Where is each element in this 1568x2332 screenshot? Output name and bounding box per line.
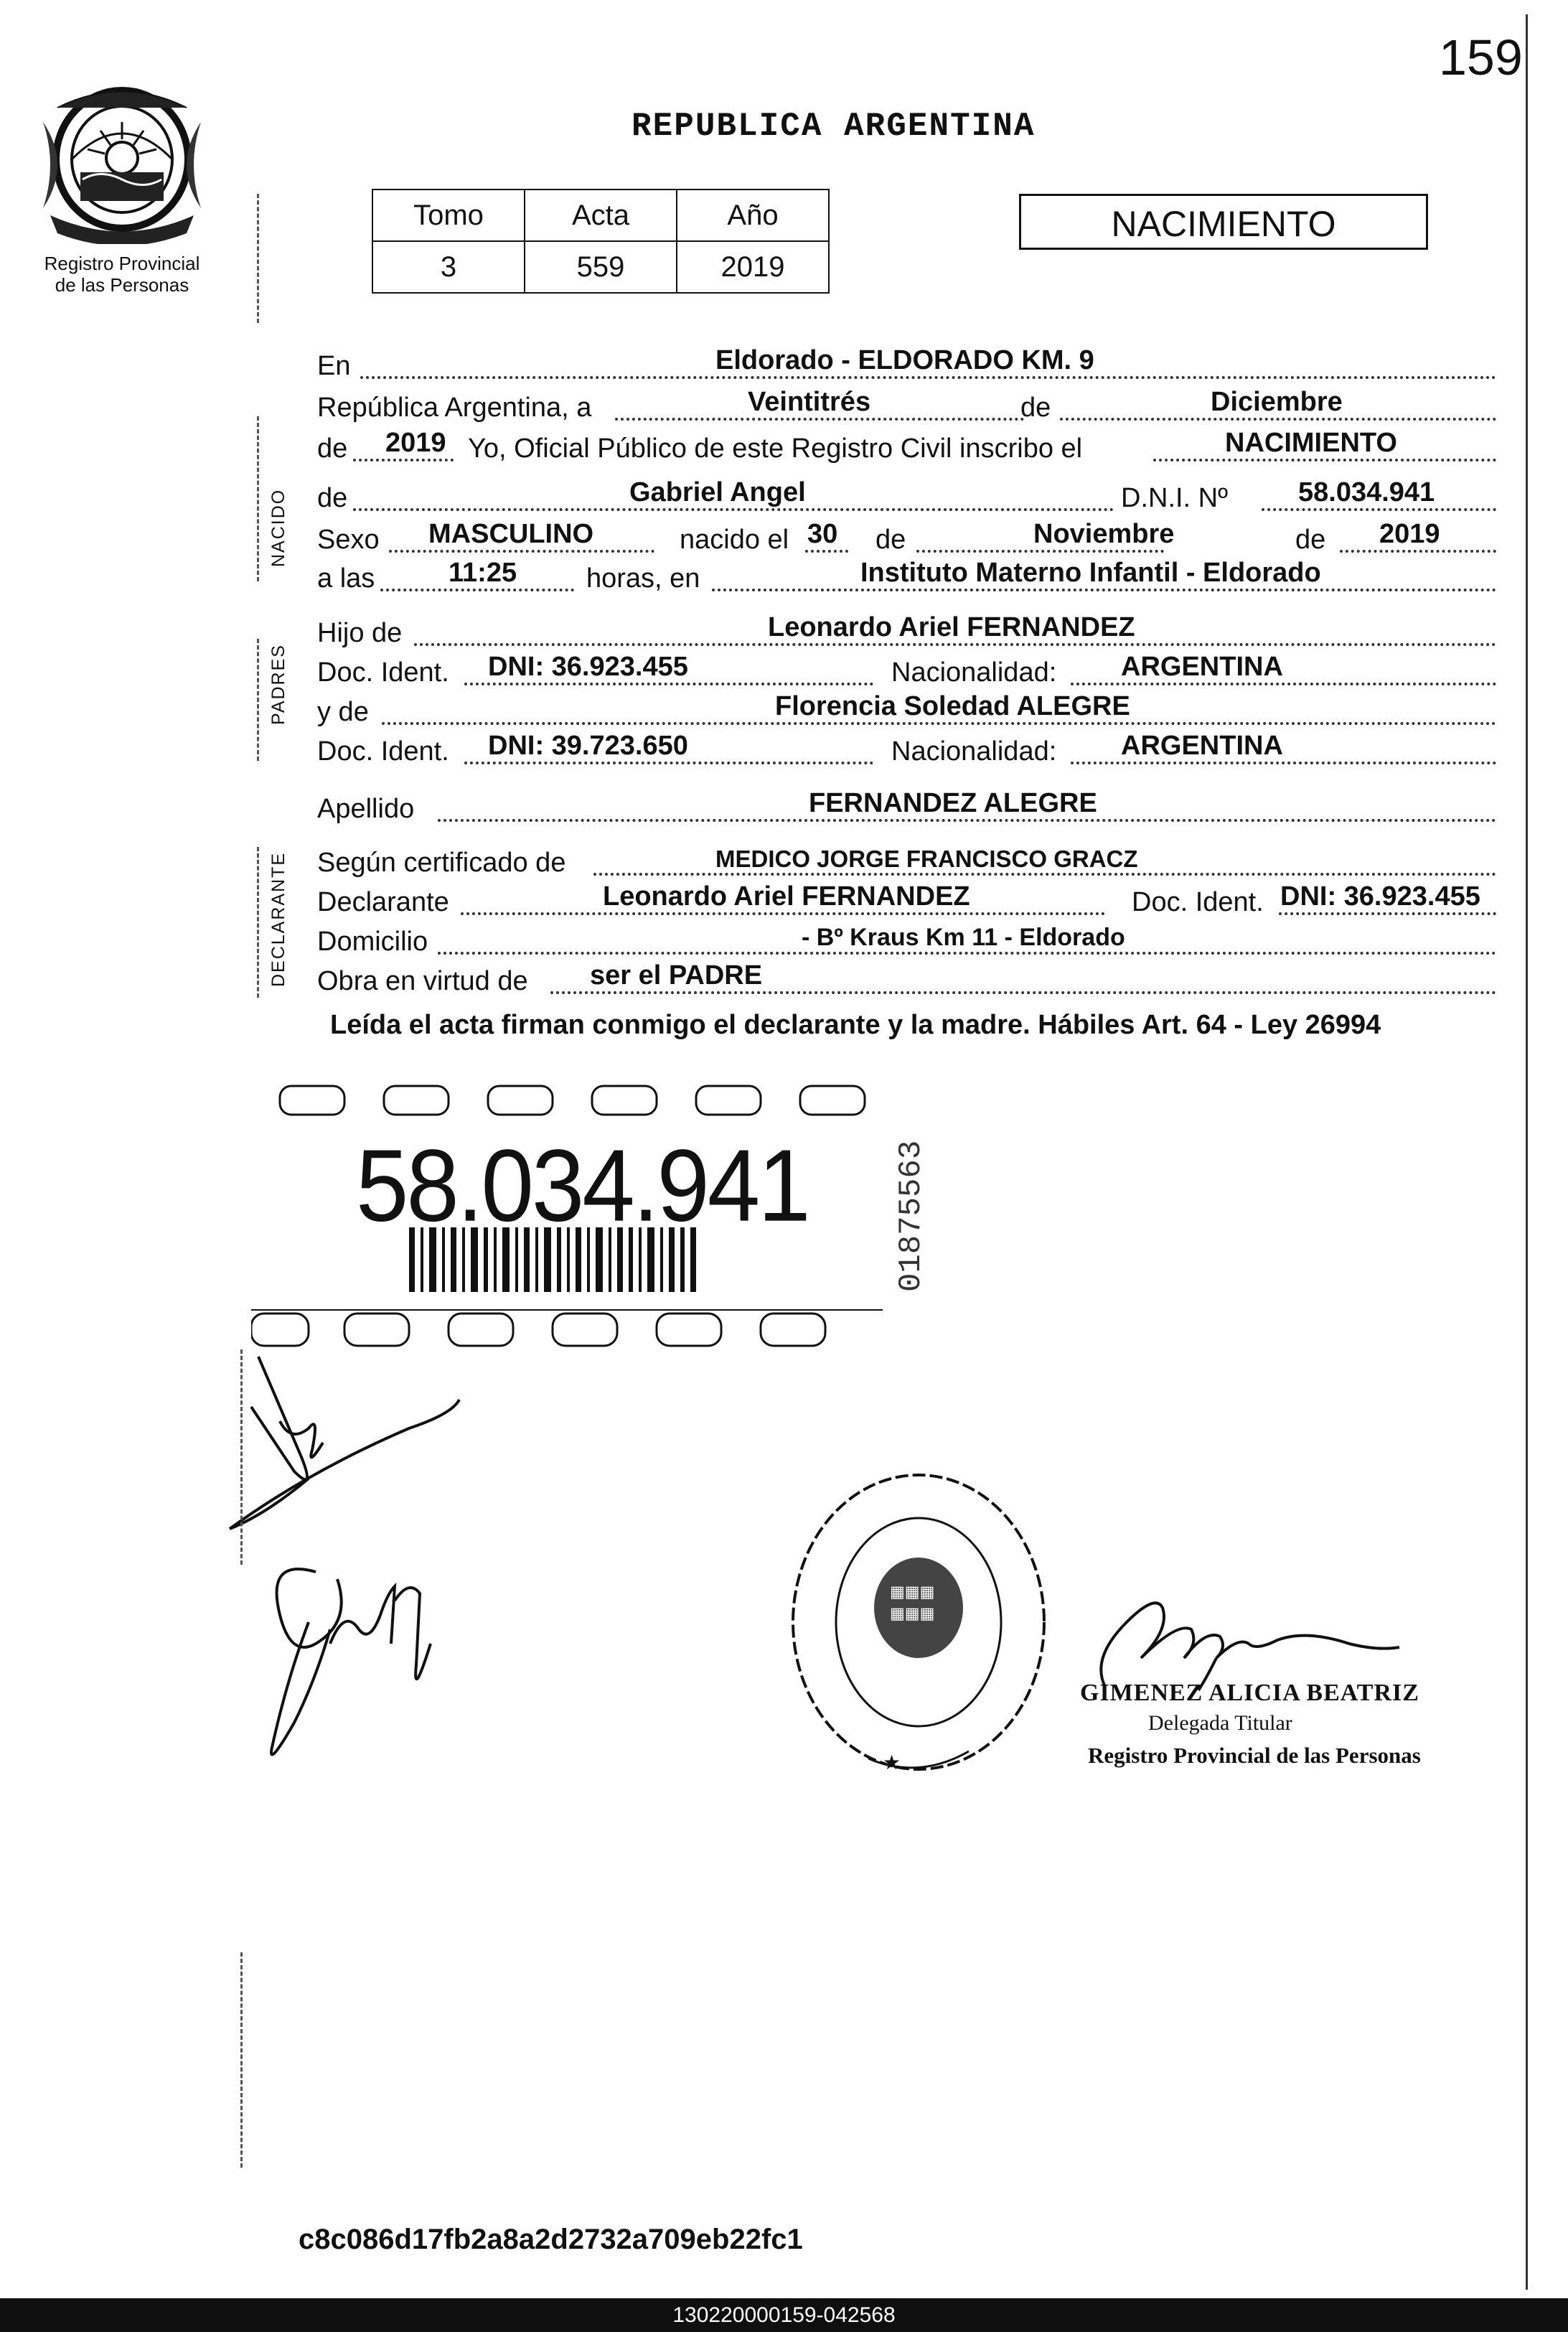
document-hash: c8c086d17fb2a8a2d2732a709eb22fc1 xyxy=(299,2224,803,2255)
official-registry-seal xyxy=(782,1464,1055,1780)
officer-name: GIMENEZ ALICIA BEATRIZ xyxy=(1080,1680,1419,1706)
doc-ident-label: Doc. Ident. xyxy=(317,736,449,767)
row-father-name xyxy=(317,610,1498,650)
misiones-coat-of-arms-logo xyxy=(43,79,201,244)
record-table-header-tomo: Tomo xyxy=(372,189,525,241)
row-place xyxy=(317,343,1498,383)
month-value: Diciembre xyxy=(1211,387,1343,417)
row-address xyxy=(317,919,1498,959)
sticker-bottom-pattern xyxy=(251,1313,825,1346)
dotted-line xyxy=(615,418,1024,421)
dotted-line xyxy=(1071,762,1496,764)
svg-text:▦▦▦: ▦▦▦ xyxy=(890,1605,935,1623)
svg-text:★: ★ xyxy=(883,1751,901,1774)
row-mother-name xyxy=(317,689,1498,729)
birth-time-value: 11:25 xyxy=(449,558,517,588)
certificado-label: Según certificado de xyxy=(317,848,566,878)
section-divider xyxy=(257,639,259,761)
nacionalidad-label: Nacionalidad: xyxy=(891,657,1057,688)
dotted-line xyxy=(593,873,1496,876)
record-table-header-acta: Acta xyxy=(525,189,677,241)
row-inscription xyxy=(317,426,1498,466)
row-surname xyxy=(317,786,1498,826)
margin-mark xyxy=(240,1349,243,1565)
hijo-de-label: Hijo de xyxy=(317,618,403,648)
section-label-padres: PADRES xyxy=(268,644,288,725)
registry-caption-line-1: Registro Provincial xyxy=(44,253,200,274)
nacido-el-label: nacido el xyxy=(680,525,789,555)
father-name-value: Leonardo Ariel FERNANDEZ xyxy=(768,612,1135,642)
row-capacity xyxy=(317,958,1498,998)
act-type-value: NACIMIENTO xyxy=(1225,428,1397,458)
dotted-line xyxy=(414,643,1496,646)
doc-ident-label: Doc. Ident. xyxy=(1132,887,1264,917)
dotted-line xyxy=(438,819,1496,822)
en-label: En xyxy=(317,351,351,381)
record-type-box: NACIMIENTO xyxy=(1019,194,1428,250)
dotted-line xyxy=(464,762,873,764)
day-words-value: Veintitrés xyxy=(748,387,871,417)
section-divider xyxy=(257,416,259,581)
row-declarant xyxy=(317,879,1498,919)
dotted-line xyxy=(464,683,873,685)
obra-label: Obra en virtud de xyxy=(317,966,528,996)
mother-name-value: Florencia Soledad ALEGRE xyxy=(775,691,1130,721)
sexo-label: Sexo xyxy=(317,525,380,555)
horas-label: horas, en xyxy=(586,563,700,594)
sticker-serial: 01875563 xyxy=(893,1140,929,1292)
record-table-value-acta: 559 xyxy=(525,241,677,293)
child-dni-value: 58.034.941 xyxy=(1298,477,1435,507)
officer-organization: Registro Provincial de las Personas xyxy=(1088,1743,1421,1768)
birth-month-value: Noviembre xyxy=(1033,519,1175,549)
closing-statement: Leída el acta firman conmigo el declarante y la madre. Hábiles Art. 64 - Ley 26994 xyxy=(330,1010,1381,1040)
row-father-doc xyxy=(317,650,1498,690)
row-birth-time-place xyxy=(317,556,1498,596)
dotted-line xyxy=(1071,683,1496,685)
registry-caption xyxy=(29,253,215,296)
dotted-line xyxy=(805,550,848,553)
mother-nationality-value: ARGENTINA xyxy=(1121,731,1283,761)
footer-code: 130220000159-042568 xyxy=(672,2303,896,2327)
y-de-label: y de xyxy=(317,697,369,727)
dotted-line xyxy=(360,376,1496,379)
dotted-line xyxy=(1279,912,1496,915)
sex-value: MASCULINO xyxy=(428,519,594,549)
right-margin-rule xyxy=(1526,14,1528,2290)
address-value: - Bº Kraus Km 11 - Eldorado xyxy=(802,924,1125,951)
record-table xyxy=(372,189,830,294)
dotted-line xyxy=(461,912,1105,915)
row-sex-birthdate xyxy=(317,517,1498,557)
apellido-label: Apellido xyxy=(317,794,415,824)
header-title: REPUBLICA ARGENTINA xyxy=(632,108,1036,145)
section-divider xyxy=(257,847,259,998)
dotted-line xyxy=(438,952,1496,955)
de-label: de xyxy=(875,525,906,555)
nacionalidad-label: Nacionalidad: xyxy=(891,736,1057,767)
dotted-line xyxy=(1153,459,1496,462)
de-label: de xyxy=(317,434,348,464)
dotted-line xyxy=(380,589,574,591)
row-mother-doc xyxy=(317,729,1498,769)
dotted-line xyxy=(1340,550,1496,553)
dotted-line xyxy=(389,550,654,553)
registry-caption-line-2: de las Personas xyxy=(55,274,189,296)
dotted-line xyxy=(1060,418,1496,421)
republica-label: República Argentina, a xyxy=(317,393,592,423)
svg-text:▦▦▦: ▦▦▦ xyxy=(890,1583,935,1601)
record-table-value-anio: 2019 xyxy=(677,241,829,293)
de-label: de xyxy=(317,483,348,513)
declarant-and-mother-signatures xyxy=(222,1342,466,1773)
section-label-nacido: NACIDO xyxy=(268,488,288,567)
doc-ident-label: Doc. Ident. xyxy=(317,657,449,688)
dotted-line xyxy=(550,991,1496,994)
declarante-label: Declarante xyxy=(317,887,449,917)
row-date xyxy=(317,385,1498,425)
declarant-doc-value: DNI: 36.923.455 xyxy=(1280,881,1480,912)
record-table-value-tomo: 3 xyxy=(372,241,525,293)
dotted-line xyxy=(353,459,454,462)
dotted-line xyxy=(1262,508,1496,511)
dni-label: D.N.I. Nº xyxy=(1121,483,1228,513)
de-label: de xyxy=(1295,525,1326,555)
officer-signature xyxy=(1062,1579,1421,1694)
record-table-header-anio: Año xyxy=(677,189,829,241)
birth-day-value: 30 xyxy=(807,519,838,549)
inscribo-label: Yo, Oficial Público de este Registro Civil inscribo el xyxy=(468,434,1083,464)
page-number: 159 xyxy=(1439,29,1523,85)
domicilio-label: Domicilio xyxy=(317,927,428,957)
dotted-line xyxy=(382,722,1496,725)
sticker-top-pattern xyxy=(280,1086,865,1115)
father-nationality-value: ARGENTINA xyxy=(1121,652,1283,682)
capacity-value: ser el PADRE xyxy=(590,960,763,991)
row-certificate xyxy=(317,840,1498,880)
sticker-dni-number: 58.034.941 xyxy=(356,1128,809,1242)
officer-role: Delegada Titular xyxy=(1148,1711,1292,1735)
margin-mark xyxy=(240,1952,243,2168)
a-las-label: a las xyxy=(317,563,375,594)
dotted-line xyxy=(353,508,1114,511)
declarant-value: Leonardo Ariel FERNANDEZ xyxy=(603,881,970,912)
section-divider xyxy=(257,194,259,323)
section-label-declarante: DECLARANTE xyxy=(268,851,288,987)
dotted-line xyxy=(916,550,1164,553)
father-doc-value: DNI: 36.923.455 xyxy=(488,652,688,682)
dotted-line xyxy=(712,589,1496,591)
certificate-value: MEDICO JORGE FRANCISCO GRACZ xyxy=(715,846,1138,872)
surname-value: FERNANDEZ ALEGRE xyxy=(809,788,1097,818)
birth-year-value: 2019 xyxy=(1379,519,1440,549)
row-child-name xyxy=(317,475,1498,515)
year-value: 2019 xyxy=(385,428,446,458)
birth-place-value: Instituto Materno Infantil - Eldorado xyxy=(860,558,1321,588)
mother-doc-value: DNI: 39.723.650 xyxy=(488,731,688,761)
de-label: de xyxy=(1020,393,1051,423)
place-value: Eldorado - ELDORADO KM. 9 xyxy=(715,345,1094,375)
child-name-value: Gabriel Angel xyxy=(629,477,806,507)
